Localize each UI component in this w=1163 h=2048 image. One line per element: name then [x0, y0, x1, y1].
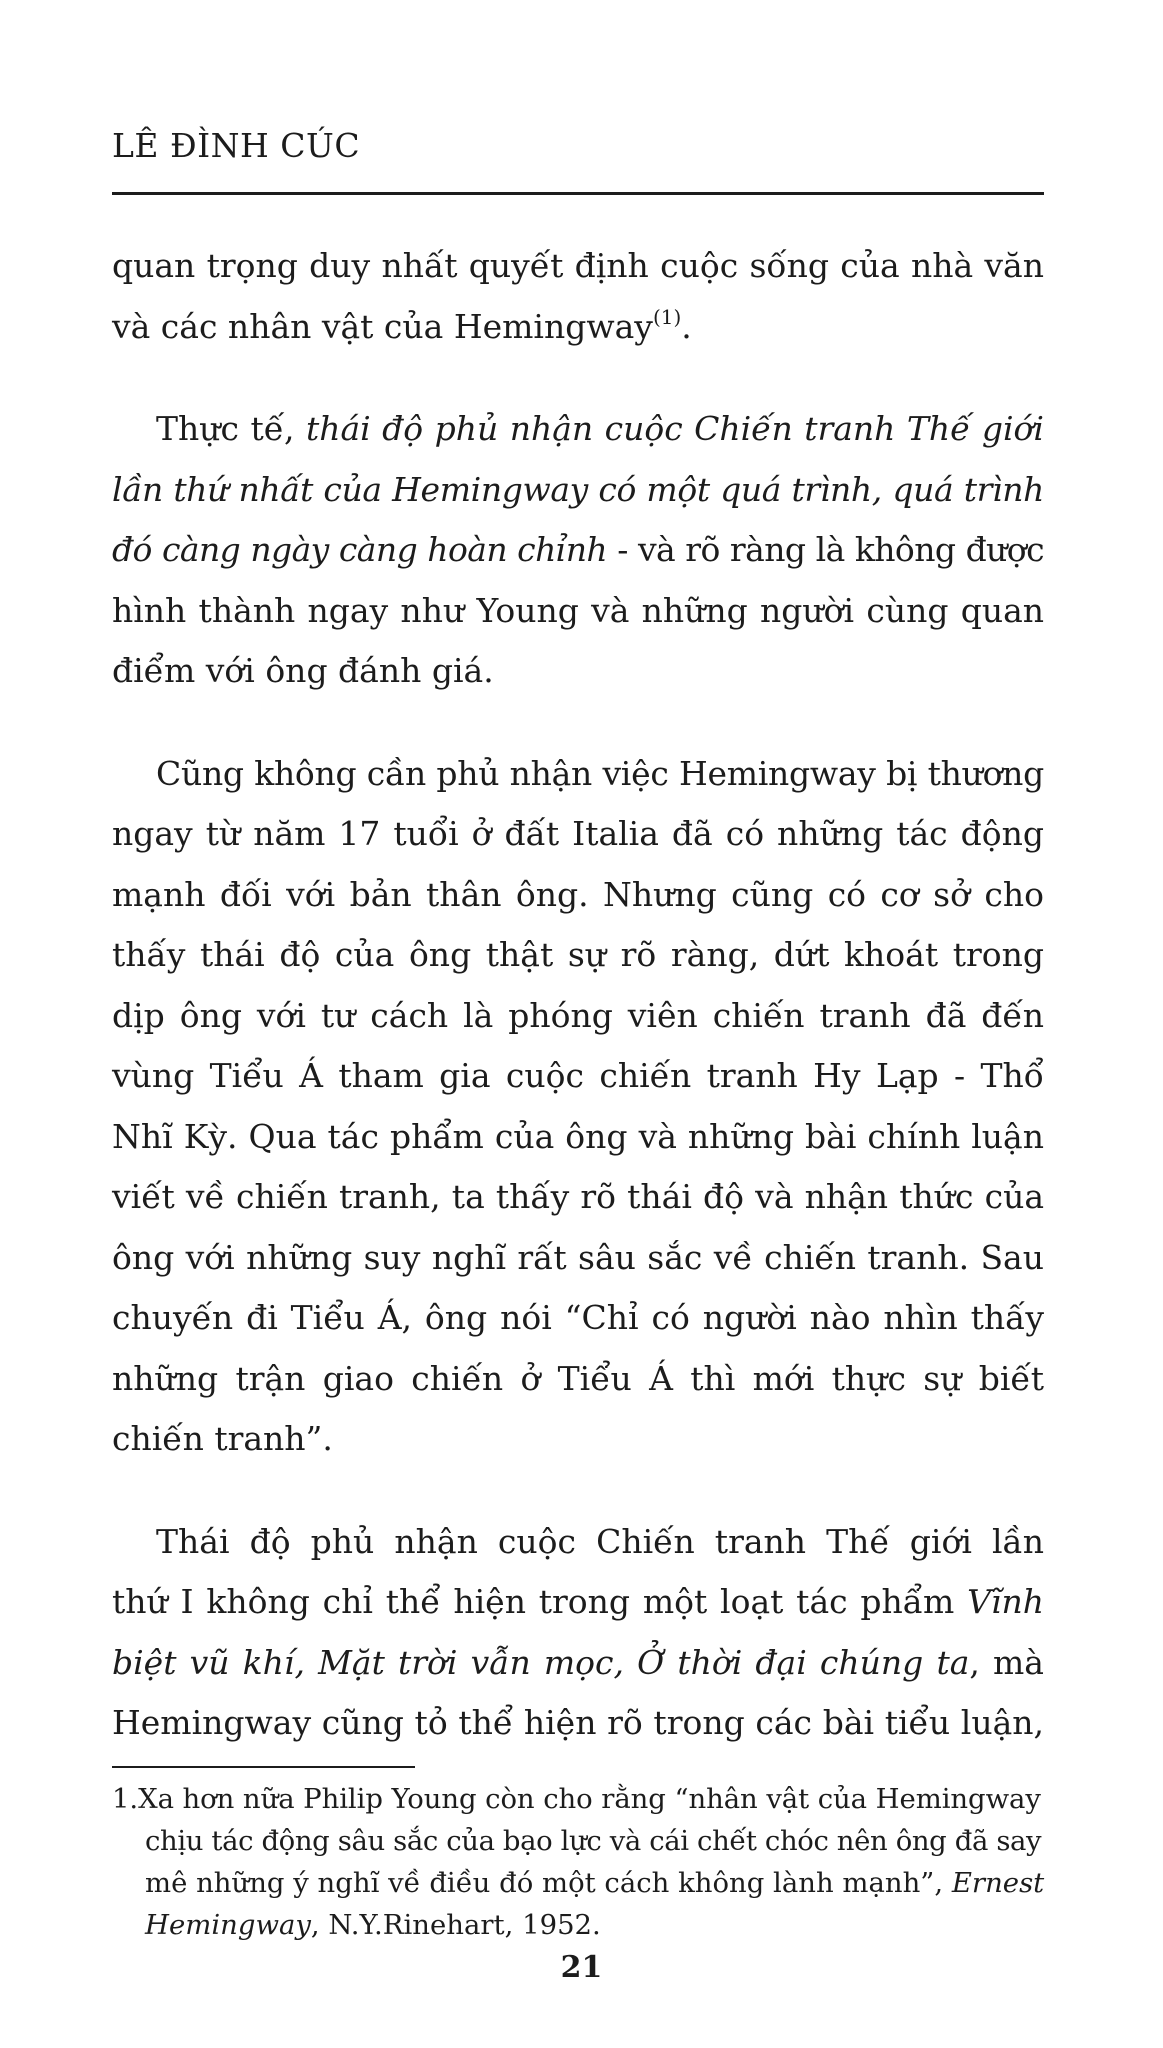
- text-line: và các nhân vật của Hemingway$^{(1)}$.: [112, 304, 692, 346]
- text-line: hình thành ngay như Young và những người cùng quan: [112, 590, 1044, 630]
- text-line: vùng Tiểu Á tham gia cuộc chiến tranh Hy Lạp - Thổ: [112, 1056, 1044, 1095]
- text-line: Hemingway cũng tỏ thể hiện rõ trong các bài tiểu luận,: [112, 1703, 1044, 1742]
- footnote-line: 1.Xa hơn nữa Philip Young còn cho rằng “nhân vật của Hemingway: [112, 1783, 1041, 1815]
- running-head: LÊ ĐÌNH CÚC: [112, 126, 361, 165]
- footnote-line: mê những ý nghĩ về điều đó một cách không lành mạnh”, Ernest: [145, 1867, 1045, 1899]
- footnote-number: 1.: [112, 1783, 139, 1815]
- paragraph-1: [112, 236, 1044, 357]
- text-line: lần thứ nhất của Hemingway có một quá trình, quá trình: [112, 469, 1044, 509]
- paragraph-2: [112, 399, 1044, 702]
- text-line: dịp ông với tư cách là phóng viên chiến tranh đã đến: [112, 995, 1044, 1035]
- text-line: chuyến đi Tiểu Á, ông nói “Chỉ có người nào nhìn thấy: [112, 1298, 1044, 1337]
- text-line: những trận giao chiến ở Tiểu Á thì mới thực sự biết: [112, 1358, 1044, 1398]
- footnote-rule: [112, 1766, 415, 1768]
- footnote: [112, 1778, 1044, 1946]
- footnote-line: Hemingway, N.Y.Rinehart, 1952.: [145, 1909, 601, 1941]
- body-text: [112, 236, 1044, 1754]
- text-line: thứ I không chỉ thể hiện trong một loạt tác phẩm Vĩnh: [112, 1582, 1044, 1621]
- text-line: quan trọng duy nhất quyết định cuộc sống của nhà văn: [112, 246, 1044, 285]
- page-number: 21: [560, 1950, 603, 1985]
- text-line: chiến tranh”.: [112, 1419, 333, 1458]
- text-line: viết về chiến tranh, ta thấy rõ thái độ và nhận thức của: [112, 1177, 1044, 1216]
- text-line: ông với những suy nghĩ rất sâu sắc về chiến tranh. Sau: [112, 1237, 1044, 1277]
- text-line: điểm với ông đánh giá.: [112, 651, 494, 690]
- text-line: mạnh đối với bản thân ông. Nhưng cũng có cơ sở cho: [112, 874, 1044, 914]
- text-line: Nhĩ Kỳ. Qua tác phẩm của ông và những bài chính luận: [112, 1116, 1044, 1156]
- text-line: Thái độ phủ nhận cuộc Chiến tranh Thế giới lần: [156, 1521, 1044, 1561]
- paragraph-4: [112, 1512, 1044, 1754]
- header-rule: [112, 192, 1044, 195]
- text-line: đó càng ngày càng hoàn chỉnh - và rõ ràng là không được: [112, 530, 1045, 569]
- text-line: thấy thái độ của ông thật sự rõ ràng, dứt khoát trong: [112, 935, 1044, 974]
- footnote-line: chịu tác động sâu sắc của bạo lực và cái chết chóc nên ông đã say: [145, 1825, 1042, 1857]
- paragraph-3: [112, 744, 1044, 1470]
- text-line: Cũng không cần phủ nhận việc Hemingway bị thương: [156, 753, 1044, 793]
- text-line: Thực tế, thái độ phủ nhận cuộc Chiến tranh Thế giới: [156, 409, 1044, 448]
- text-line: ngay từ năm 17 tuổi ở đất Italia đã có những tác động: [112, 814, 1044, 853]
- text-line: biệt vũ khí, Mặt trời vẫn mọc, Ở thời đại chúng ta, mà: [112, 1642, 1044, 1682]
- footnote-ref: (1): [652, 304, 682, 329]
